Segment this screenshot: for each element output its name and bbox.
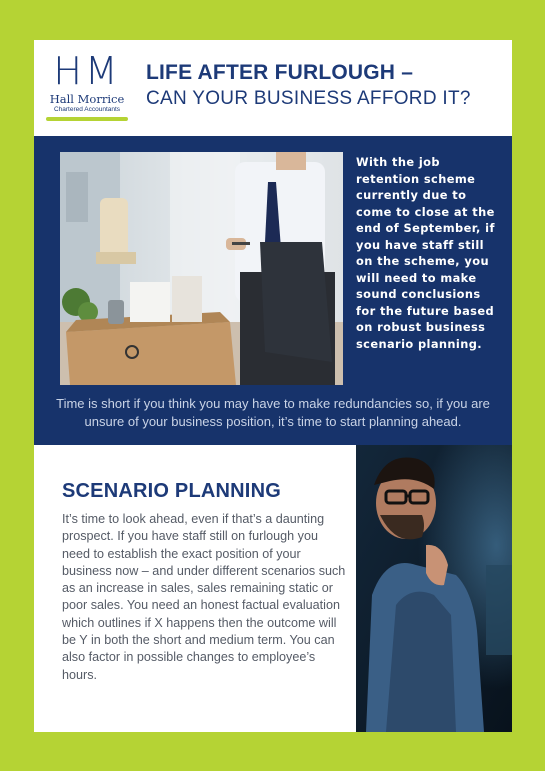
page-title [146, 60, 471, 112]
logo-name: Hall Morrice [49, 92, 125, 106]
intro-lead-text: With the job retention scheme currently due to come to close at the end of September, if you have staff still on the scheme, you will need to make sound conclusions for the future based on robust business scenario planning. [356, 155, 495, 351]
logo-underline [46, 117, 128, 121]
intro-subtext: Time is short if you think you may have to make redundancies so, if you are unsure of your business position, it’s time to start planning ahead. [56, 396, 490, 429]
logo-mark: HM [53, 49, 121, 93]
man-at-computer-night-photo [356, 445, 512, 732]
section-heading: SCENARIO PLANNING [62, 480, 281, 502]
header [34, 40, 512, 136]
hall-morrice-logo [46, 49, 128, 121]
title-line-1: LIFE AFTER FURLOUGH – [146, 61, 414, 84]
logo-tagline: Chartered Accountants [53, 106, 121, 113]
scenario-section [34, 445, 356, 732]
document-page [34, 40, 512, 732]
intro-band [34, 136, 512, 445]
title-line-2: CAN YOUR BUSINESS AFFORD IT? [146, 88, 471, 109]
section-body: It’s time to look ahead, even if that’s a daunting prospect. If you have staff still on furlough you need to establish the exact position of your business now – and under different scenarios such as an increase in sales, sales remaining static or poor sales. You need an honest factual evaluation which outlines if X happens then the outcome will be Y in both the short and medium term. You can also factor in possible changes to employee’s hours. [62, 512, 346, 682]
office-man-with-box-photo [60, 152, 343, 385]
